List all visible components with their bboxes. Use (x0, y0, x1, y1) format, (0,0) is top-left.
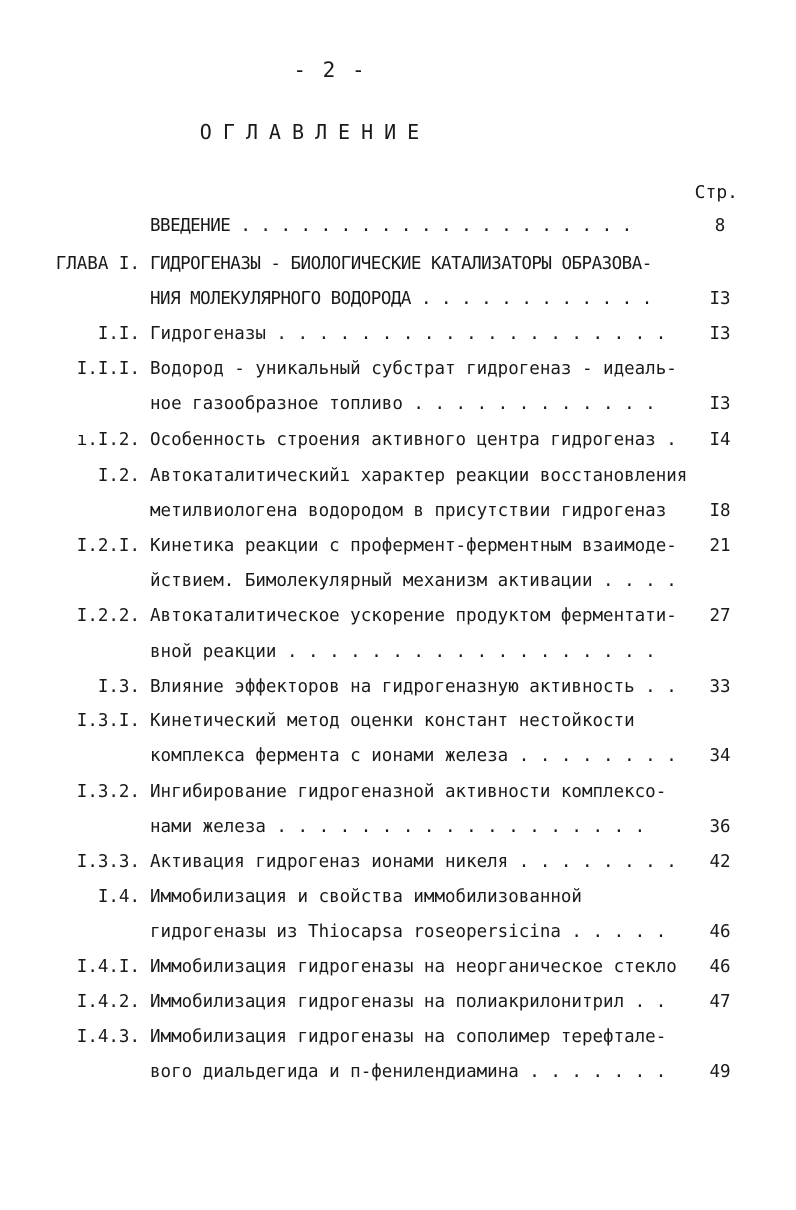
section-title: Ингибирование гидрогеназной активности комплексо- (150, 782, 667, 802)
toc-line (0, 848, 796, 876)
toc-line (0, 497, 796, 525)
section-title: Водород - уникальный субстрат гидрогеназ - идеаль- (150, 359, 677, 379)
section-title: Автокаталитическое ускорение продуктом ферментати- (150, 606, 677, 626)
page-ref: 36 (709, 817, 731, 837)
toc-line (0, 320, 796, 348)
section-title: ВВЕДЕНИЕ . . . . . . . . . . . . . . . . . . . . (150, 216, 632, 236)
section-title: Гидрогеназы . . . . . . . . . . . . . . . . . . . (150, 324, 667, 344)
toc-title: ОГЛАВЛЕНИЕ (199, 120, 431, 144)
toc-line (0, 426, 796, 454)
toc-line (0, 742, 796, 770)
toc-line (0, 355, 796, 383)
page-ref: I3 (709, 289, 731, 309)
page-ref: 21 (709, 536, 731, 556)
section-number: I.I. (97, 324, 140, 344)
page-ref: 46 (709, 922, 731, 942)
page-ref: I3 (709, 394, 731, 414)
section-title: ное газообразное топливо . . . . . . . . . . . . (150, 394, 656, 414)
section-title: Иммобилизация гидрогеназы на неорганическое стекло (150, 957, 677, 977)
section-title: Влияние эффекторов на гидрогеназную активность . . (150, 677, 677, 697)
section-number: ГЛАВА I. (55, 254, 140, 274)
toc-line (0, 212, 796, 240)
section-number: I.3.3. (76, 852, 140, 872)
toc-line (0, 883, 796, 911)
section-number: I.3.2. (76, 782, 140, 802)
page-ref: 42 (709, 852, 731, 872)
section-title: вной реакции . . . . . . . . . . . . . . . . . . (150, 642, 656, 662)
section-title: Кинетический метод оценки констант нестойкости (150, 711, 635, 731)
section-title: йствием. Бимолекулярный механизм активации . . . . (150, 571, 677, 591)
toc-line (0, 1023, 796, 1051)
toc-line (0, 778, 796, 806)
page-ref: 46 (709, 957, 731, 977)
toc-line (0, 285, 796, 313)
toc-line (0, 813, 796, 841)
toc-line (0, 673, 796, 701)
section-title: нами железа . . . . . . . . . . . . . . . . . . (150, 817, 646, 837)
toc-line (0, 250, 796, 278)
toc-line (0, 567, 796, 595)
toc-line (0, 707, 796, 735)
section-title: комплекса фермента с ионами железа . . . . . . . . (150, 746, 677, 766)
section-number: I.4.3. (76, 1027, 140, 1047)
toc-line (0, 462, 796, 490)
section-title: гидрогеназы из Thiocapsa roseopersicina . . . . . (150, 922, 667, 942)
page-ref: 33 (709, 677, 731, 697)
section-title: Активация гидрогеназ ионами никеля . . . . . . . . (150, 852, 677, 872)
page-ref: I3 (709, 324, 731, 344)
section-number: I.3.I. (76, 711, 140, 731)
section-title: Особенность строения активного центра гидрогеназ . (150, 430, 677, 450)
section-title: ГИДРОГЕНАЗЫ - БИОЛОГИЧЕСКИЕ КАТАЛИЗАТОРЫ ОБРАЗОВА- (150, 254, 652, 274)
section-number: I.4.I. (76, 957, 140, 977)
toc-line (0, 532, 796, 560)
section-number: I.4. (97, 887, 140, 907)
section-title: Автокаталитическийı характер реакции восстановления (150, 466, 688, 486)
pages-column-header: Стр. (694, 182, 738, 203)
section-number: I.2.2. (76, 606, 140, 626)
section-number: ı.I.2. (76, 430, 140, 450)
section-number: I.I.I. (76, 359, 140, 379)
section-number: I.2.I. (76, 536, 140, 556)
toc-line (0, 390, 796, 418)
page-ref: 49 (709, 1062, 731, 1082)
page-number: - 2 - (293, 58, 367, 82)
section-title: НИЯ МОЛЕКУЛЯРНОГО ВОДОРОДА . . . . . . . . . . . . (150, 289, 652, 309)
section-title: метилвиологена водородом в присутствии гидрогеназ (150, 501, 667, 521)
page-ref: I8 (709, 501, 731, 521)
page-ref: 34 (709, 746, 731, 766)
section-number: I.3. (97, 677, 140, 697)
page-ref: 8 (714, 216, 726, 236)
section-number: I.4.2. (76, 992, 140, 1012)
page-ref: 47 (709, 992, 731, 1012)
toc-line (0, 602, 796, 630)
toc-line (0, 1058, 796, 1086)
toc-line (0, 953, 796, 981)
section-number: I.2. (97, 466, 140, 486)
toc-line (0, 638, 796, 666)
page-ref: I4 (709, 430, 731, 450)
section-title: Иммобилизация гидрогеназы на сополимер терефтале- (150, 1027, 667, 1047)
section-title: Кинетика реакции с профермент-ферментным взаимоде- (150, 536, 677, 556)
section-title: Иммобилизация и свойства иммобилизованной (150, 887, 582, 907)
section-title: вого диальдегида и п-фенилендиамина . . . . . . . (150, 1062, 667, 1082)
page-ref: 27 (709, 606, 731, 626)
toc-line (0, 918, 796, 946)
toc-line (0, 988, 796, 1016)
section-title: Иммобилизация гидрогеназы на полиакрилонитрил . . (150, 992, 667, 1012)
